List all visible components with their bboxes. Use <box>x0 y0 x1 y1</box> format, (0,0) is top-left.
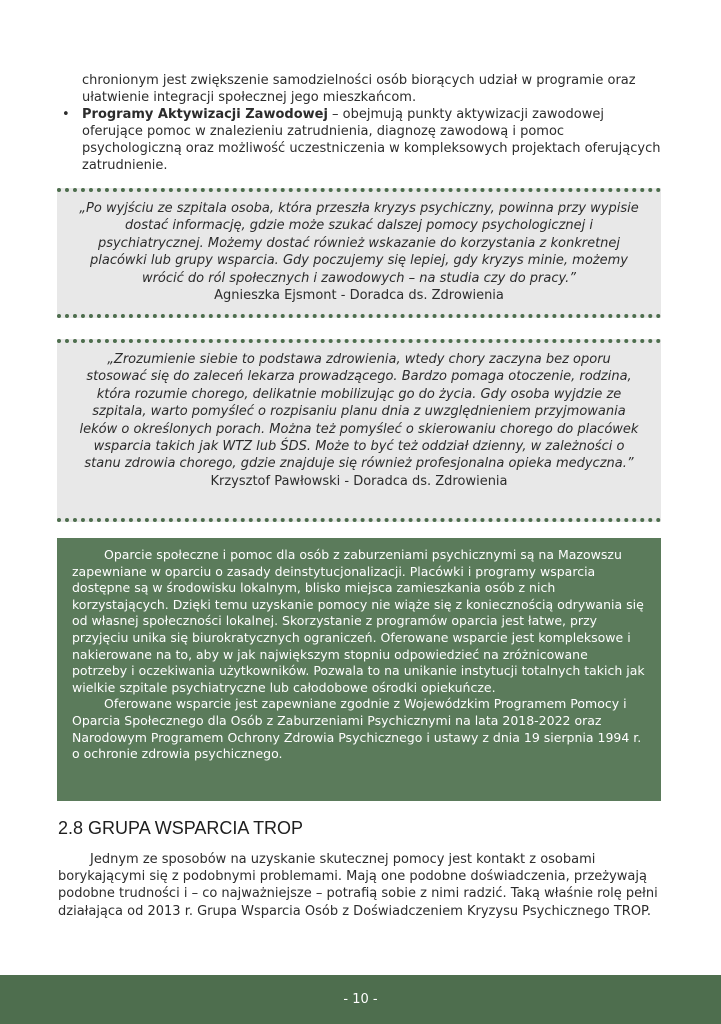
bullet-dot-icon: • <box>62 107 70 122</box>
page-footer <box>0 975 721 1024</box>
quote-box-pawlowski <box>57 339 661 522</box>
section-body-text: Jednym ze sposobów na uzyskanie skutecznej pomocy jest kontakt z osobami borykającymi się z podobnymi problemami. Mają one podobne doświadczenia, przeżywają podobne trudności i – co najważniejsze – potrafią sobie z nimi radzić. Taką właśnie rolę pełni działająca od 2013 r. Grupa Wsparcia Osób z Doświadczeniem Kryzysu Psychicznego TROP. <box>58 852 658 919</box>
bullet-body <box>82 106 662 174</box>
info-box <box>57 538 661 801</box>
bullet-text: – obejmują punkty aktywizacji zawodowej oferujące pomoc w znalezieniu zatrudnienia, diagnozę zawodową i pomoc psychologiczną oraz możliwość uczestniczenia w kompleksowych projektach oferujących zatrudnienie. <box>82 107 661 173</box>
section-title: 2.8 GRUPA WSPARCIA TROP <box>58 818 304 838</box>
quote-box-ejsmont <box>57 188 661 318</box>
bullet-item <box>62 106 662 174</box>
quote-author: Agnieszka Ejsmont - Doradca ds. Zdrowienia <box>214 288 504 304</box>
bullet-title: Programy Aktywizacji Zawodowej <box>82 107 328 122</box>
quote-text: „Po wyjściu ze szpitala osoba, która przeszła kryzys psychiczny, powinna przy wypisie dostać informację, gdzie może szukać dalszej pomocy psychologicznej i psychiatrycznej. Możemy dostać również wskazanie do korzystania z konkretnej placówki lub grupy wsparcia. Gdy poczujemy się lepiej, gdy kryzys minie, możemy wrócić do ról społecznych i zawodowych – na studia czy do pracy.” <box>79 201 639 286</box>
intro-continuation: chronionym jest zwiększenie samodzielności osób biorących udział w programie oraz ułatwienie integracji społecznej jego mieszkańcom. <box>82 73 636 105</box>
info-paragraph: Oparcie społeczne i pomoc dla osób z zaburzeniami psychicznymi są na Mazowszu zapewniane w oparciu o zasady deinstytucjonalizacji. Placówki i programy wsparcia dostępne są w środowisku lokalnym, blisko miejsca zamieszkania osób z nich korzystających. Dzięki temu uzyskanie pomocy nie wiąże się z koniecznością odrywania się od własnej społeczności lokalnej. Skorzystanie z programów oparcia jest łatwe, przy przyjęciu unika się biurokratycznych ograniczeń. Oferowane wsparcie jest kompleksowe i nakierowane na to, aby w jak największym stopniu odpowiedzieć na zróżnicowane potrzeby i oczekiwania użytkowników. Pozwala to na unikanie instytucji totalnych takich jak wielkie szpitale psychiatryczne lub całodobowe ośrodki opiekuńcze. <box>72 547 645 695</box>
info-paragraph: Oferowane wsparcie jest zapewniane zgodnie z Wojewódzkim Programem Pomocy i Oparcia Społecznego dla Osób z Zaburzeniami Psychicznymi na lata 2018-2022 oraz Narodowym Programem Ochrony Zdrowia Psychicznego i ustawy z dnia 19 sierpnia 1994 r. o ochronie zdrowia psychicznego. <box>72 696 642 762</box>
page-number: - 10 - <box>343 992 378 1007</box>
quote-author: Krzysztof Pawłowski - Doradca ds. Zdrowienia <box>210 473 508 489</box>
quote-text: „Zrozumienie siebie to podstawa zdrowienia, wtedy chory zaczyna bez oporu stosować się do zaleceń lekarza prowadzącego. Bardzo pomaga otoczenie, rodzina, która rozumie chorego, delikatnie mobilizując go do życia. Gdy osoba wyjdzie ze szpitala, warto pomyśleć o rozpisaniu planu dnia z uwzględnieniem przyjmowania leków o określonych porach. Można też pomyśleć o skierowaniu chorego do placówek wsparcia takich jak WTZ lub ŚDS. Może to być też oddział dzienny, w zależności o stanu zdrowia chorego, gdzie znajduje się również profesjonalna opieka medyczna.” <box>79 352 639 472</box>
intro-text <box>62 72 662 174</box>
section-body <box>58 851 663 920</box>
